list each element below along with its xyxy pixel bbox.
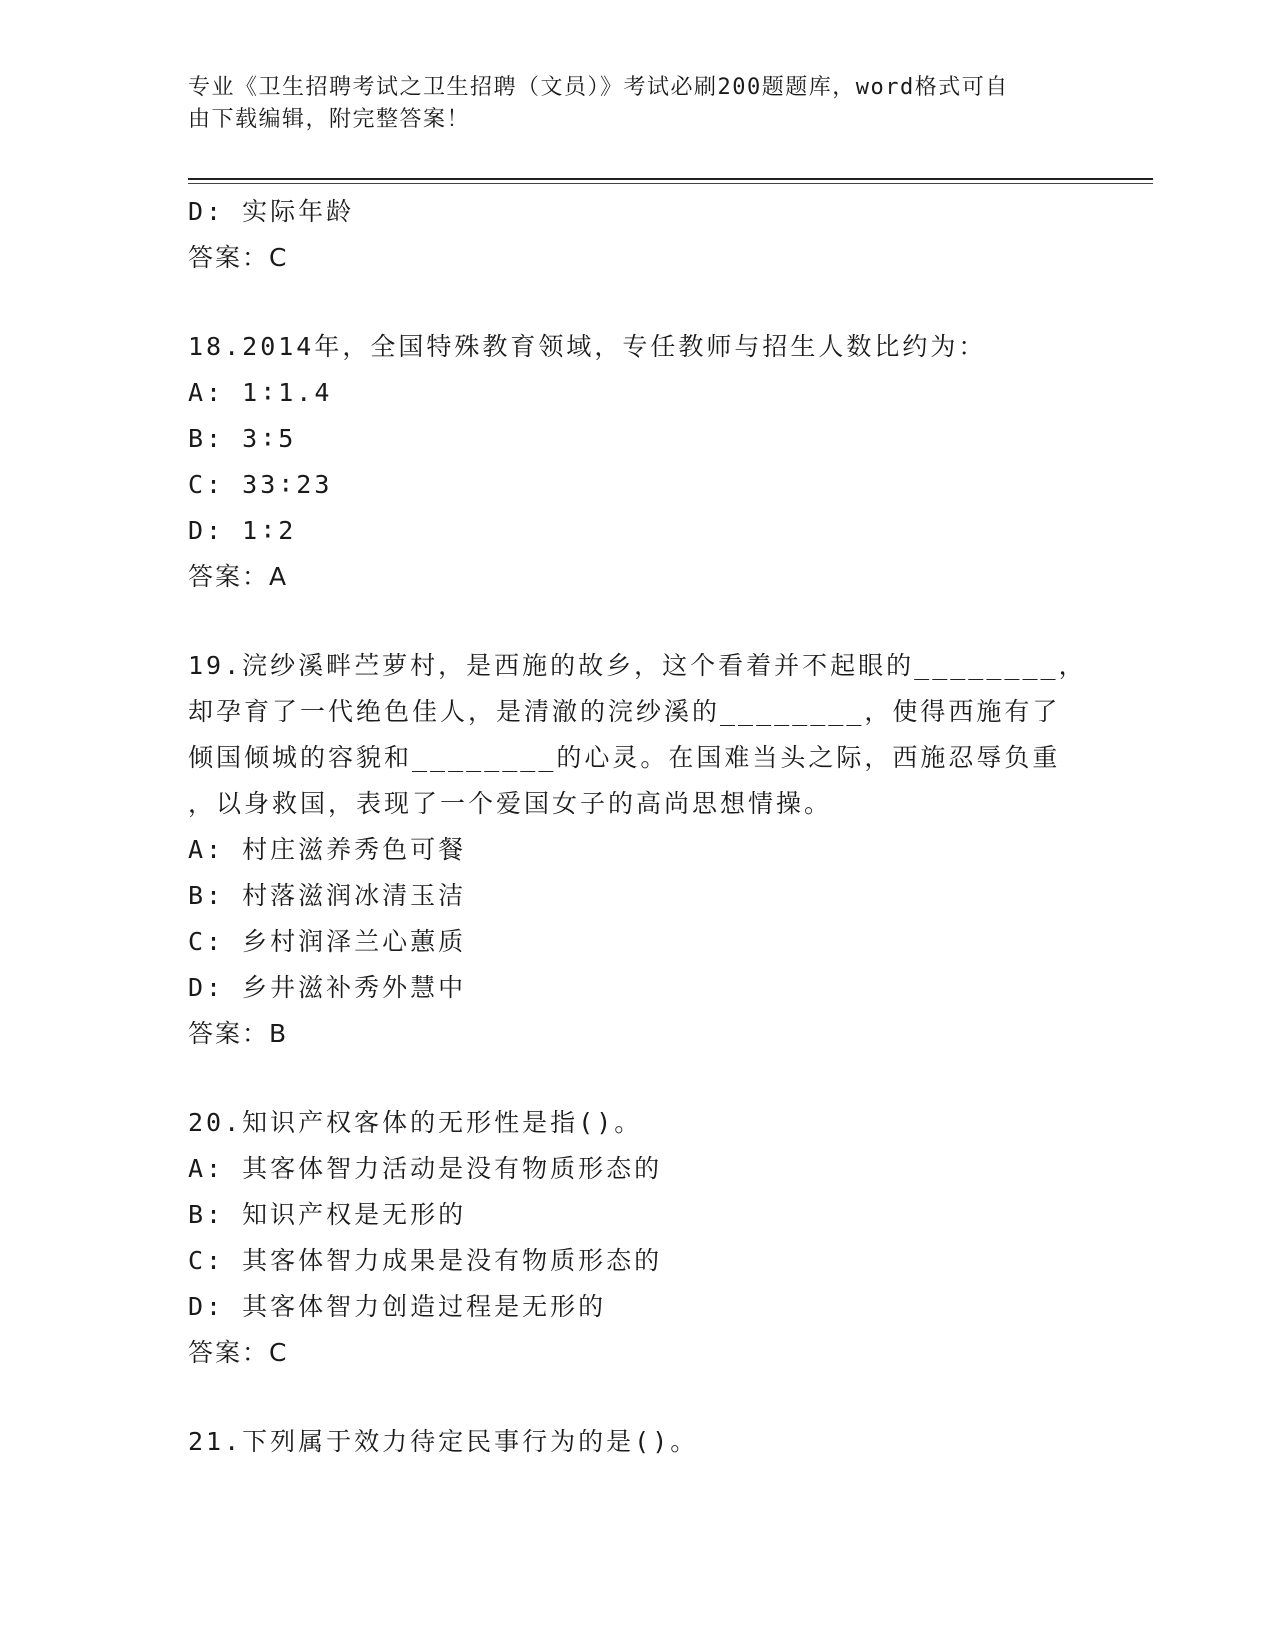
answer-line: 答案：B xyxy=(188,1019,289,1048)
answer-line: 答案：A xyxy=(188,562,289,591)
question-stem-19-line-3: 倾国倾城的容貌和________的心灵。在国难当头之际，西施忍辱负重 xyxy=(188,743,1061,772)
option-c: C: 33∶23 xyxy=(188,470,333,499)
question-stem-18: 18.2014年，全国特殊教育领域，专任教师与招生人数比约为： xyxy=(188,332,987,361)
option-b: B: 村落滋润冰清玉洁 xyxy=(188,881,467,910)
option-d: D: 1∶2 xyxy=(188,516,297,545)
header-divider-thick xyxy=(188,178,1153,180)
answer-line: 答案：C xyxy=(188,243,289,272)
header-line-2: 由下载编辑，附完整答案！ xyxy=(188,107,471,132)
option-d: D: 乡井滋补秀外慧中 xyxy=(188,973,467,1002)
option-c: C: 乡村润泽兰心蕙质 xyxy=(188,927,467,956)
header-line-1: 专业《卫生招聘考试之卫生招聘（文员）》考试必刷200题题库，word格式可自 xyxy=(188,75,1009,100)
question-stem-19-line-1: 19.浣纱溪畔苎萝村，是西施的故乡，这个看着并不起眼的________， xyxy=(188,651,1087,680)
page-header xyxy=(188,72,1068,136)
option-d: D: 其客体智力创造过程是无形的 xyxy=(188,1292,607,1321)
option-b: B: 知识产权是无形的 xyxy=(188,1200,467,1229)
option-c: C: 其客体智力成果是没有物质形态的 xyxy=(188,1246,663,1275)
header-divider-thin xyxy=(188,183,1153,184)
question-stem-21: 21.下列属于效力待定民事行为的是()。 xyxy=(188,1427,699,1456)
option-b: B: 3∶5 xyxy=(188,424,297,453)
question-stem-19-line-4: ，以身救国，表现了一个爱国女子的高尚思想情操。 xyxy=(188,789,833,818)
option-a: A: 村庄滋养秀色可餐 xyxy=(188,835,467,864)
option-a: A: 其客体智力活动是没有物质形态的 xyxy=(188,1154,663,1183)
question-stem-20: 20.知识产权客体的无形性是指()。 xyxy=(188,1108,643,1137)
question-content xyxy=(188,189,1088,1465)
question-stem-19-line-2: 却孕育了一代绝色佳人，是清澈的浣纱溪的________，使得西施有了 xyxy=(188,697,1061,726)
option-a: A: 1∶1.4 xyxy=(188,378,333,407)
option-d: D: 实际年龄 xyxy=(188,197,355,226)
answer-line: 答案：C xyxy=(188,1338,289,1367)
